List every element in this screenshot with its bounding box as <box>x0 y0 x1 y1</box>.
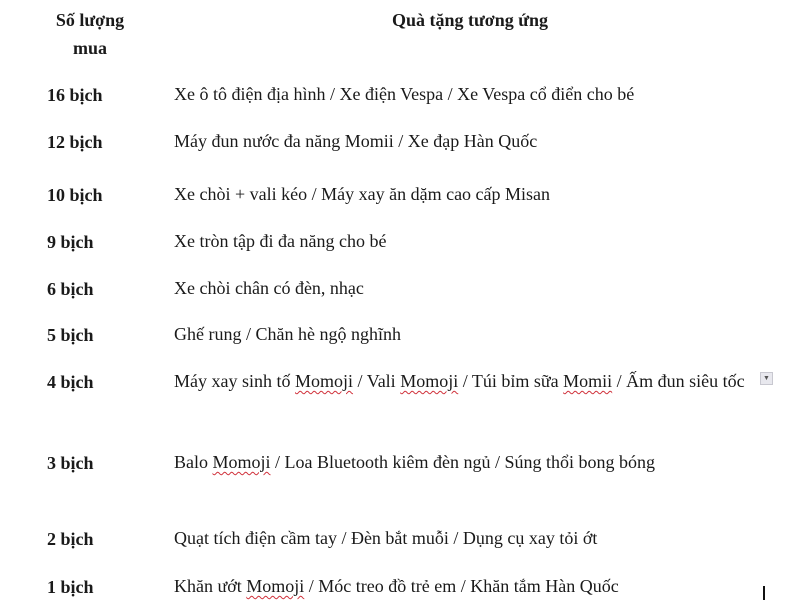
gift-text: Máy đun nước đa năng Momii / Xe đạp Hàn Quốc <box>174 131 538 151</box>
quantity-cell: 2 bịch <box>47 529 94 549</box>
gift-text: / Vali <box>353 371 401 391</box>
quantity-cell: 1 bịch <box>47 577 94 597</box>
misspelled-word: Momoji <box>400 371 459 391</box>
header-gift: Quà tặng tương ứng <box>391 10 549 30</box>
quantity-cell: 6 bịch <box>47 279 94 299</box>
quantity-cell: 3 bịch <box>47 453 94 473</box>
misspelled-word: Momoji <box>295 371 354 391</box>
quantity-cell: 5 bịch <box>47 325 94 345</box>
gift-text: Xe chòi chân có đèn, nhạc <box>174 278 364 298</box>
quantity-cell: 4 bịch <box>47 372 94 392</box>
misspelled-word: Momoji <box>246 576 305 596</box>
gift-text: Balo <box>174 452 213 472</box>
gift-cell <box>174 523 764 553</box>
quantity-cell: 9 bịch <box>47 232 94 252</box>
quantity-cell: 12 bịch <box>47 132 103 152</box>
quantity-cell: 16 bịch <box>47 85 103 105</box>
misspelled-word: Momii <box>563 371 613 391</box>
gift-text: / Túi bỉm sữa <box>458 371 564 391</box>
misspelled-word: Momoji <box>212 452 271 472</box>
gift-text: Khăn ướt <box>174 576 247 596</box>
gift-text: Xe ô tô điện địa hình / Xe điện Vespa / Xe Vespa cổ điển cho bé <box>174 84 635 104</box>
gift-text: Xe tròn tập đi đa năng cho bé <box>174 231 387 251</box>
gift-cell <box>174 273 764 303</box>
gift-text: / Loa Bluetooth kiêm đèn ngủ / Súng thổi bong bóng <box>270 452 655 472</box>
header-quantity-line2: mua <box>72 38 107 58</box>
dropdown-arrow-icon[interactable]: ▼ <box>760 372 773 385</box>
gift-cell <box>174 447 764 477</box>
gift-text: / Móc treo đồ trẻ em / Khăn tắm Hàn Quốc <box>304 576 619 596</box>
gift-cell <box>174 79 764 109</box>
gift-cell <box>174 179 764 209</box>
gift-text: Quạt tích điện cầm tay / Đèn bắt muỗi / Dụng cụ xay tỏi ớt <box>174 528 598 548</box>
text-cursor <box>763 586 765 600</box>
gift-text: / Ấm đun siêu tốc <box>612 371 745 391</box>
gift-cell <box>174 226 764 256</box>
gift-text: Máy xay sinh tố <box>174 371 295 391</box>
gift-cell <box>174 126 764 156</box>
gift-cell <box>174 571 764 601</box>
gift-text: Ghế rung / Chăn hè ngộ nghĩnh <box>174 324 401 344</box>
gift-cell <box>174 366 764 396</box>
gift-text: Xe chòi + vali kéo / Máy xay ăn dặm cao cấp Misan <box>174 184 551 204</box>
header-quantity-line1: Số lượng <box>55 10 125 30</box>
header-quantity <box>40 6 140 62</box>
gift-cell <box>174 319 764 349</box>
quantity-cell: 10 bịch <box>47 185 103 205</box>
